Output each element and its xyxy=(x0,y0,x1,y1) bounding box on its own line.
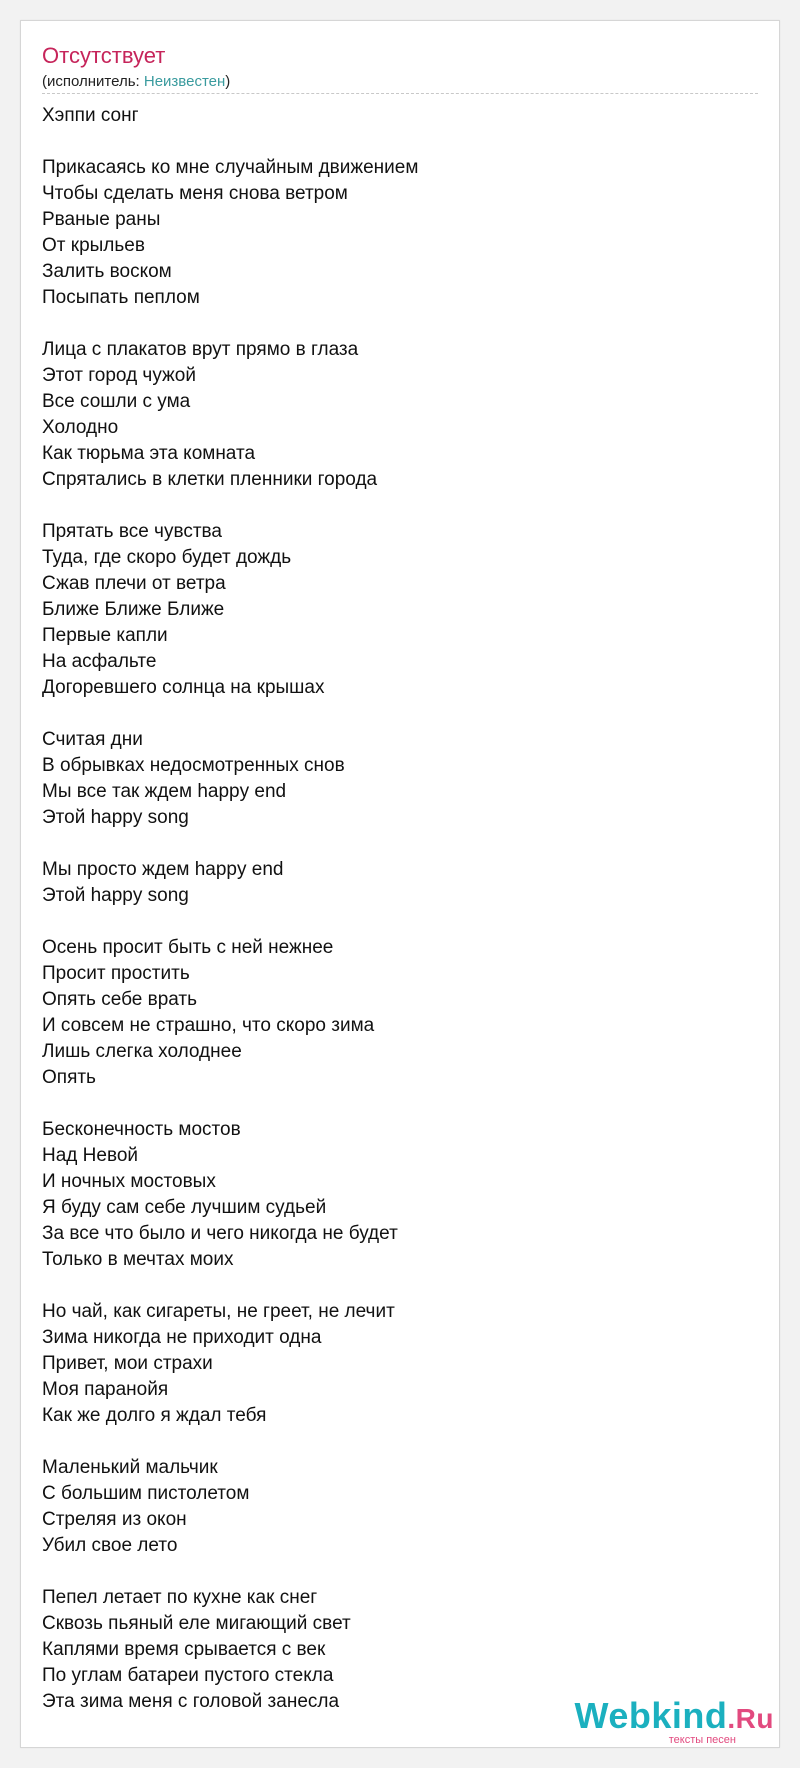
lyric-line: Эта зима меня с головой занесла xyxy=(42,1691,340,1712)
stanza-gap xyxy=(42,1559,742,1585)
lyric-line: В обрывках недосмотренных снов xyxy=(42,755,345,776)
lyric-line: Ближе Ближе Ближе xyxy=(42,599,225,620)
lyric-line: Залить воском xyxy=(42,261,172,282)
lyric-line: Считая дни xyxy=(42,729,143,750)
lyric-line: Все сошли с ума xyxy=(42,391,191,412)
lyric-line: С большим пистолетом xyxy=(42,1483,250,1504)
lyric-line: Убил свое лето xyxy=(42,1535,178,1556)
lyric-line: Лишь слегка холоднее xyxy=(42,1041,242,1062)
lyric-line: Только в мечтах моих xyxy=(42,1249,234,1270)
lyric-line: Маленький мальчик xyxy=(42,1457,218,1478)
dashed-divider xyxy=(42,93,758,94)
lyric-line: На асфальте xyxy=(42,651,157,672)
stanza-gap xyxy=(42,129,742,155)
lyric-line: Прятать все чувства xyxy=(42,521,222,542)
logo-brand xyxy=(574,1695,774,1737)
lyric-line: Посыпать пеплом xyxy=(42,287,200,308)
lyric-line: Сквозь пьяный еле мигающий свет xyxy=(42,1613,351,1634)
lyric-line: Зима никогда не приходит одна xyxy=(42,1327,322,1348)
stanza-gap xyxy=(42,1273,742,1299)
lyric-line: И совсем не страшно, что скоро зима xyxy=(42,1015,375,1036)
lyric-line: Каплями время срывается с век xyxy=(42,1639,326,1660)
lyric-line: Просит простить xyxy=(42,963,190,984)
lyric-line: Опять себе врать xyxy=(42,989,198,1010)
lyric-line: Этой happy song xyxy=(42,807,189,828)
lyric-line: Над Невой xyxy=(42,1145,139,1166)
lyric-line: Мы просто ждем happy end xyxy=(42,859,284,880)
site-logo xyxy=(574,1695,774,1746)
lyric-line: Как тюрьма эта комната xyxy=(42,443,256,464)
lyric-line: Этот город чужой xyxy=(42,365,196,386)
lyric-line: Туда, где скоро будет дождь xyxy=(42,547,292,568)
lyric-line: Стреляя из окон xyxy=(42,1509,187,1530)
lyric-line: Моя паранойя xyxy=(42,1379,169,1400)
lyric-line: Мы все так ждем happy end xyxy=(42,781,287,802)
lyric-line: Прикасаясь ко мне случайным движением xyxy=(42,157,419,178)
lyric-line: За все что было и чего никогда не будет xyxy=(42,1223,398,1244)
lyric-line: Этой happy song xyxy=(42,885,189,906)
lyric-line: Первые капли xyxy=(42,625,168,646)
stanza-gap xyxy=(42,909,742,935)
artist-link[interactable]: Неизвестен xyxy=(143,73,226,90)
lyric-line: Осень просит быть с ней нежнее xyxy=(42,937,334,958)
lyric-line: Спрятались в клетки пленники города xyxy=(42,469,378,490)
stanza-gap xyxy=(42,493,742,519)
lyric-line: Холодно xyxy=(42,417,119,438)
logo-brand-name: Webkind xyxy=(574,1695,728,1736)
song-title: Отсутствует xyxy=(42,43,166,68)
lyrics-text xyxy=(42,103,742,1715)
artist-byline xyxy=(42,73,230,90)
stanza-gap xyxy=(42,831,742,857)
byline-suffix: ) xyxy=(225,73,231,90)
lyric-line: Чтобы сделать меня снова ветром xyxy=(42,183,348,204)
lyric-line: Я буду сам себе лучшим судьей xyxy=(42,1197,327,1218)
lyric-line: Привет, мои страхи xyxy=(42,1353,213,1374)
lyric-line: Сжав плечи от ветра xyxy=(42,573,226,594)
logo-brand-tld: .Ru xyxy=(727,1703,774,1734)
lyrics-card xyxy=(20,20,780,1748)
lyric-line: Хэппи сонг xyxy=(42,105,139,126)
lyric-line: Догоревшего солнца на крышах xyxy=(42,677,325,698)
lyric-line: По углам батареи пустого стекла xyxy=(42,1665,334,1686)
lyric-line: Лица с плакатов врут прямо в глаза xyxy=(42,339,359,360)
lyric-line: Рваные раны xyxy=(42,209,161,230)
stanza-gap xyxy=(42,1091,742,1117)
stanza-gap xyxy=(42,701,742,727)
lyric-line: Бесконечность мостов xyxy=(42,1119,241,1140)
lyric-line: И ночных мостовых xyxy=(42,1171,216,1192)
lyric-line: Опять xyxy=(42,1067,96,1088)
lyric-line: Пепел летает по кухне как снег xyxy=(42,1587,318,1608)
lyric-line: Но чай, как сигареты, не греет, не лечит xyxy=(42,1301,395,1322)
stanza-gap xyxy=(42,1429,742,1455)
lyric-line: От крыльев xyxy=(42,235,145,256)
lyric-line: Как же долго я ждал тебя xyxy=(42,1405,267,1426)
byline-prefix: (исполнитель: xyxy=(42,73,144,90)
logo-tagline: тексты песен xyxy=(668,1734,736,1746)
stanza-gap xyxy=(42,311,742,337)
